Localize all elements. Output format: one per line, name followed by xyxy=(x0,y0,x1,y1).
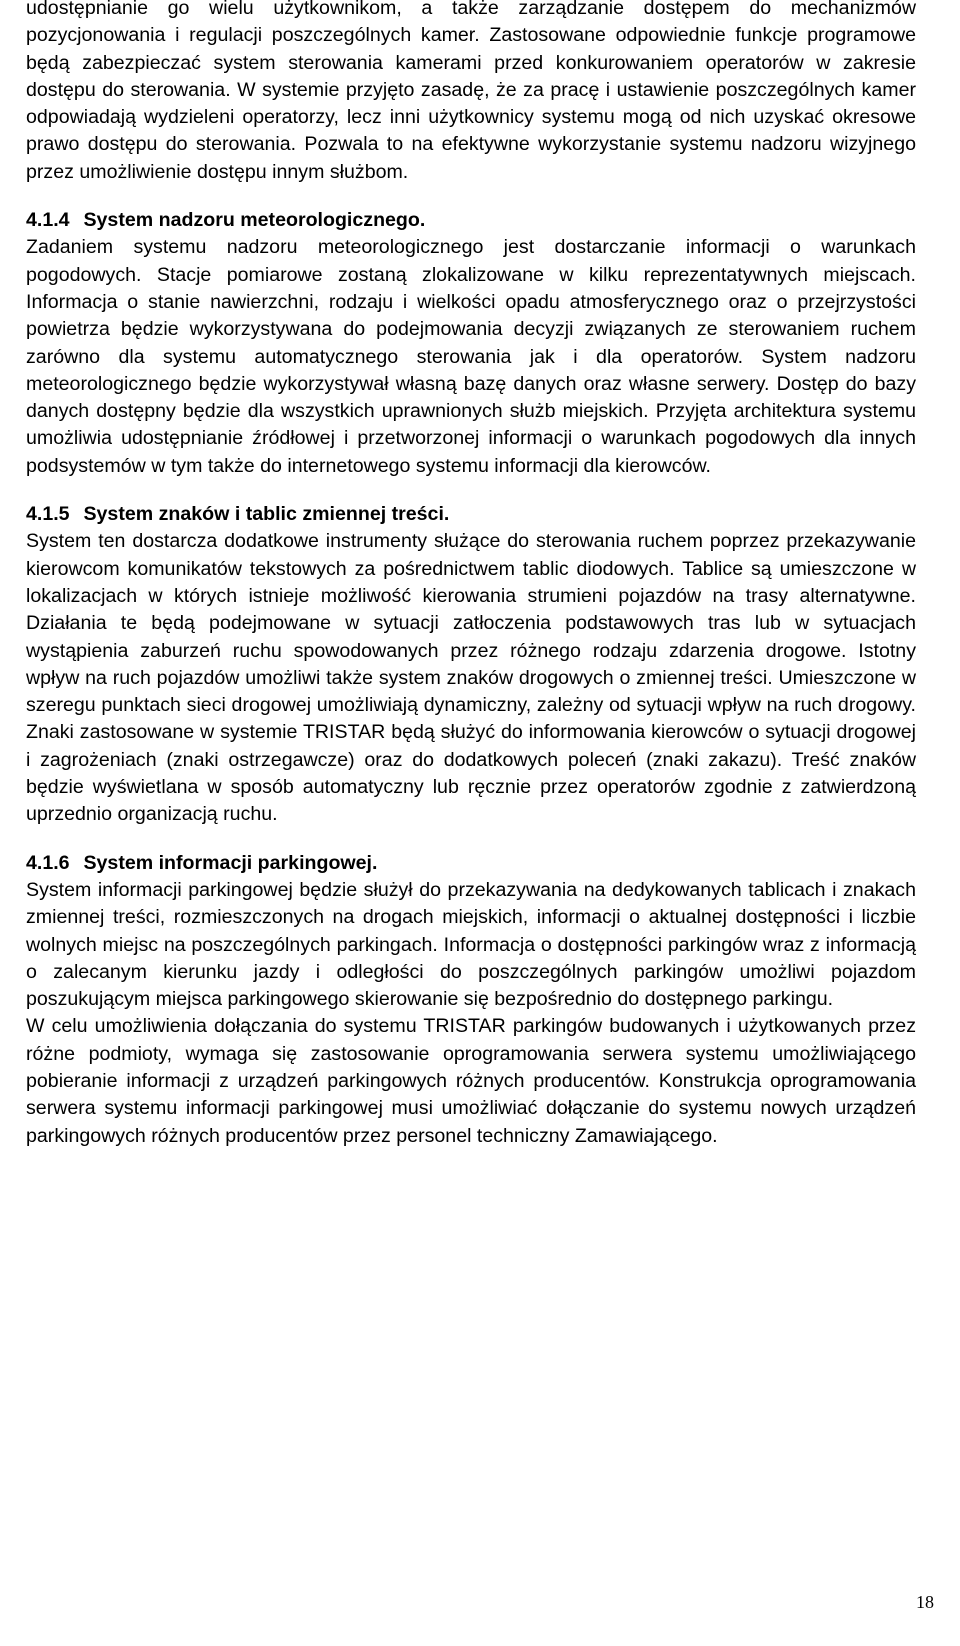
section-title: System nadzoru meteorologicznego. xyxy=(83,209,426,232)
section-4-1-5 xyxy=(26,501,916,829)
section-paragraph: System informacji parkingowej będzie służył do przekazywania na dedykowanych tablicach i znakach zmiennej treści, rozmieszczonych na drogach miejskich, informacji o aktualnej dostępności i liczbie wolnych miejsc na poszczególnych parkingach. Informacja o dostępności parkingów wraz z informacją o zalecanym kierunku jazdy i odległości do poszczególnych parkingów umożliwi pojazdom poszukującym miejsca parkingowego skierowanie się bezpośrednio do dostępnego parkingu. xyxy=(26,878,916,1011)
page-number: 18 xyxy=(916,1592,934,1612)
section-number: 4.1.6 xyxy=(26,851,70,874)
intro-paragraph: udostępnianie go wielu użytkownikom, a także zarządzanie dostępem do mechanizmów pozycjonowania i regulacji poszczególnych kamer. Zastosowane odpowiednie funkcje programowe będą zabezpieczać system sterowania kamerami przed konkurowaniem operatorów w zakresie dostępu do sterowania. W systemie przyjęto zasadę, że za pracę i ustawienie poszczególnych kamer odpowiadają wydzieleni operatorzy, lecz inni użytkownicy systemu mogą od nich uzyskać okresowe prawo dostępu do sterowania. Pozwala to na efektywne wykorzystanie systemu nadzoru wizyjnego przez umożliwienie dostępu innym służbom. xyxy=(26,0,916,183)
section-4-1-4 xyxy=(26,207,916,480)
section-4-1-6 xyxy=(26,850,916,1150)
section-paragraph: Zadaniem systemu nadzoru meteorologicznego jest dostarczanie informacji o warunkach pogodowych. Stacje pomiarowe zostaną zlokalizowane w kilku reprezentatywnych miejscach. Informacja o stanie nawierzchni, rodzaju i wielkości opadu atmosferycznego oraz o przejrzystości powietrza będzie wykorzystywana do podejmowania decyzji związanych ze sterowaniem ruchem zarówno dla systemu automatycznego sterowania jak i dla operatorów. System nadzoru meteorologicznego będzie wykorzystywał własną bazę danych oraz własne serwery. Dostęp do bazy danych dostępny będzie dla wszystkich uprawnionych służb miejskich. Przyjęta architektura systemu umożliwia udostępnianie źródłowej i przetworzonej informacji o warunkach pogodowych dla innych podsystemów w tym także do internetowego systemu informacji dla kierowców. xyxy=(26,236,916,477)
section-title: System znaków i tablic zmiennej treści. xyxy=(83,503,450,526)
section-gap xyxy=(26,480,916,501)
section-paragraph: System ten dostarcza dodatkowe instrumenty służące do sterowania ruchem poprzez przekazywanie kierowcom komunikatów tekstowych za pośrednictwem tablic diodowych. Tablice są umieszczone w lokalizacjach w których istnieje możliwość kierowania strumieni pojazdów na trasy alternatywne. Działania te będą podejmowane w sytuacji zatłoczenia podstawowych tras lub w sytuacjach wystąpienia zaburzeń ruchu spowodowanych przez różnego rodzaju zdarzenia drogowe. Istotny wpływ na ruch pojazdów umożliwi także system znaków drogowych o zmiennej treści. Umieszczone w szeregu punktach sieci drogowej umożliwiają dynamiczny, zależny od sytuacji wpływ na ruch drogowy. Znaki zastosowane w systemie TRISTAR będą służyć do informowania kierowców o sytuacji drogowej i zagrożeniach (znaki ostrzegawcze) oraz do dodatkowych poleceń (znaki zakazu). Treść znaków będzie wyświetlana w sposób automatyczny lub ręcznie przez operatorów zgodnie z zatwierdzoną uprzednio organizacją ruchu. xyxy=(26,530,916,826)
section-number: 4.1.4 xyxy=(26,209,70,232)
section-gap xyxy=(26,829,916,850)
section-title: System informacji parkingowej. xyxy=(83,851,378,874)
section-heading xyxy=(26,850,916,877)
section-paragraph: W celu umożliwienia dołączania do systemu TRISTAR parkingów budowanych i użytkowanych przez różne podmioty, wymaga się zastosowanie oprogramowania serwera systemu umożliwiającego pobieranie informacji z urządzeń parkingowych różnych producentów. Konstrukcja oprogramowania serwera systemu informacji parkingowej musi umożliwiać dołączanie do systemu nowych urządzeń parkingowych różnych producentów przez personel techniczny Zamawiającego. xyxy=(26,1015,916,1147)
section-heading xyxy=(26,501,916,528)
section-gap xyxy=(26,186,916,207)
section-number: 4.1.5 xyxy=(26,503,70,526)
section-heading xyxy=(26,207,916,234)
document-body xyxy=(26,0,916,1150)
